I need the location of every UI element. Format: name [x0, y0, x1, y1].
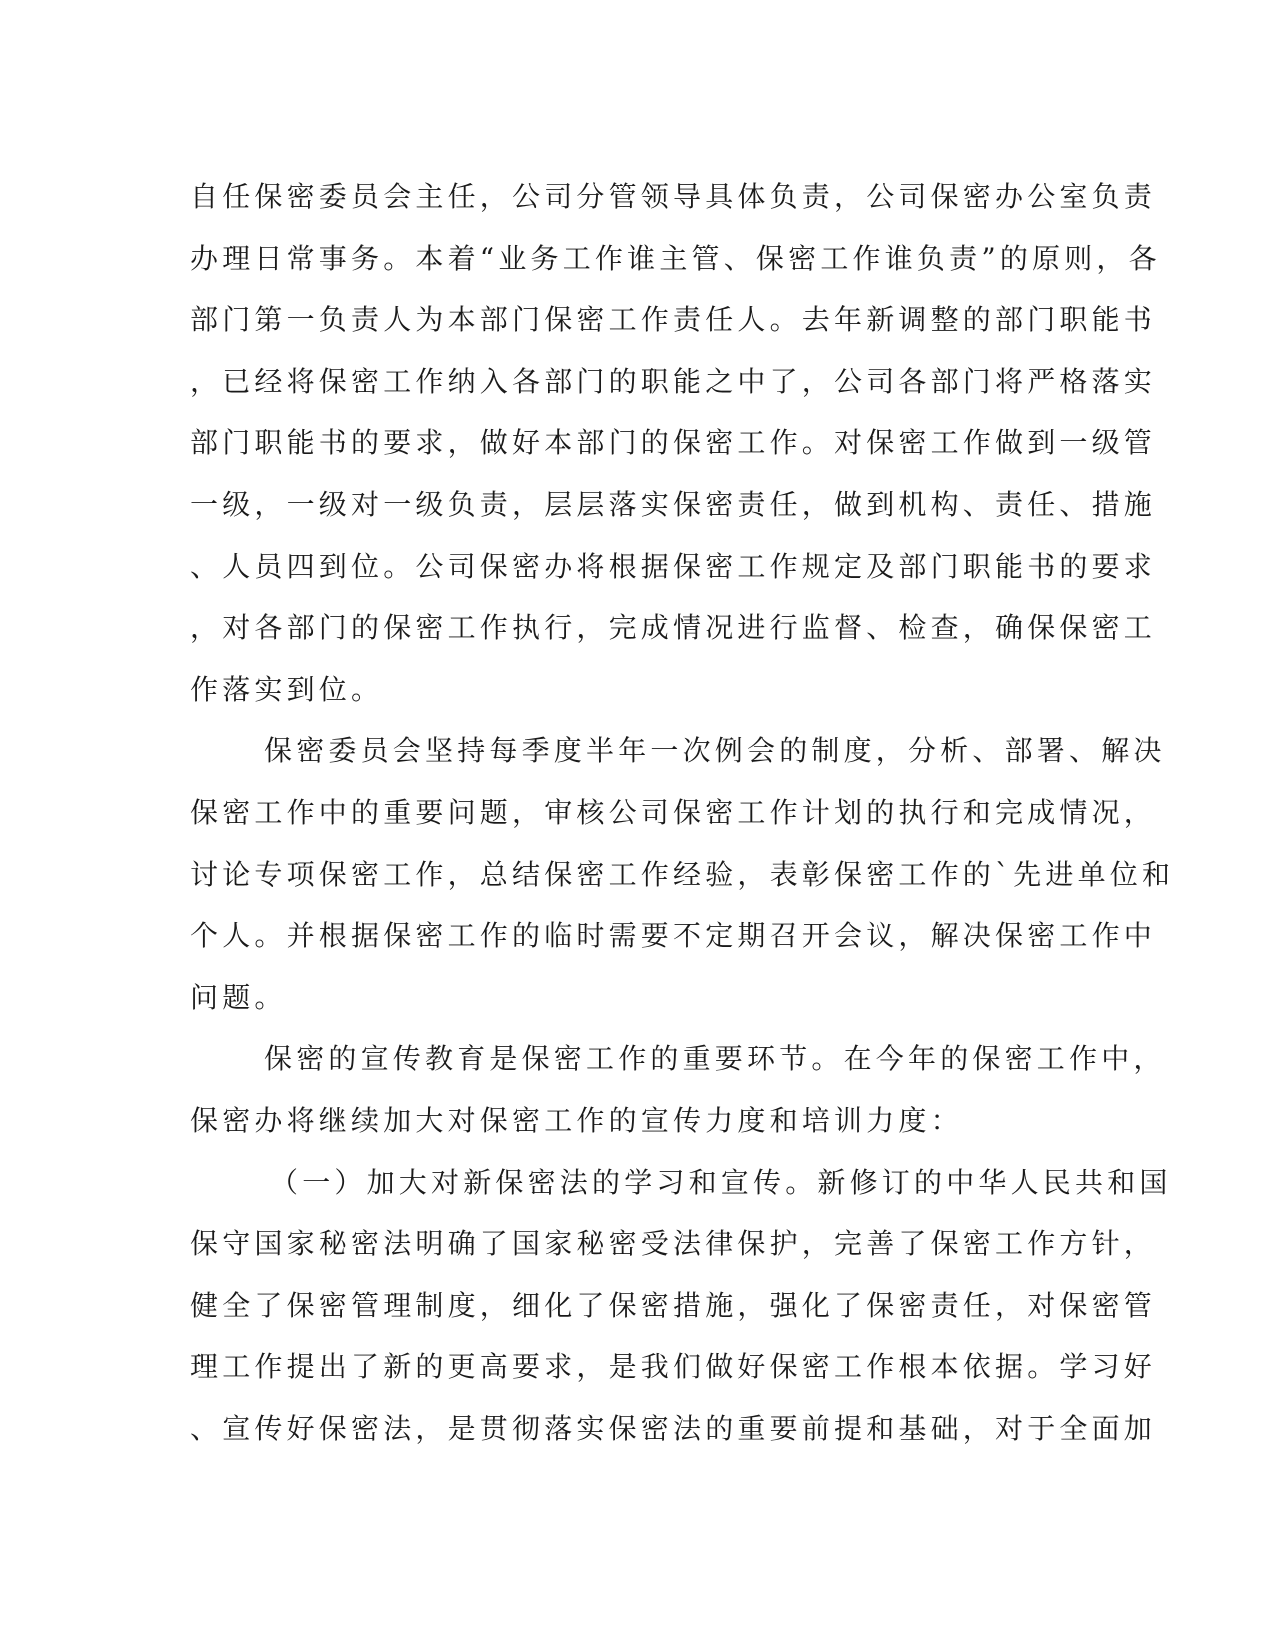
- text-line: 保密办将继续加大对保密工作的宣传力度和培训力度：: [190, 1103, 963, 1137]
- text-line: 部门第一负责人为本部门保密工作责任人。去年新调整的部门职能书: [190, 303, 1157, 337]
- text-line: ，已经将保密工作纳入各部门的职能之中了，公司各部门将严格落实: [190, 364, 1157, 398]
- text-line: ，对各部门的保密工作执行，完成情况进行监督、检查，确保保密工: [190, 611, 1157, 645]
- list-item-start-line: （一）加大对新保密法的学习和宣传。新修订的中华人民共和国: [270, 1165, 1172, 1199]
- body-text: [190, 166, 1175, 1459]
- text-line: 讨论专项保密工作，总结保密工作经验，表彰保密工作的`先进单位和: [190, 857, 1175, 891]
- text-line: 、人员四到位。公司保密办将根据保密工作规定及部门职能书的要求: [190, 549, 1157, 583]
- text-line: 、宣传好保密法，是贯彻落实保密法的重要前提和基础，对于全面加: [190, 1411, 1157, 1445]
- text-line: 自任保密委员会主任，公司分管领导具体负责，公司保密办公室负责: [190, 180, 1157, 213]
- text-line: 理工作提出了新的更高要求，是我们做好保密工作根本依据。学习好: [190, 1350, 1157, 1384]
- text-line: 作落实到位。: [190, 672, 384, 706]
- paragraph-start-line: 保密委员会坚持每季度半年一次例会的制度，分析、部署、解决: [264, 734, 1166, 768]
- text-line: 办理日常事务。本着“业务工作谁主管、保密工作谁负责”的原则，各: [190, 241, 1161, 275]
- text-line: 部门职能书的要求，做好本部门的保密工作。对保密工作做到一级管: [190, 426, 1157, 460]
- paragraph-start-line: 保密的宣传教育是保密工作的重要环节。在今年的保密工作中，: [264, 1042, 1166, 1076]
- text-line: 个人。并根据保密工作的临时需要不定期召开会议，解决保密工作中: [190, 919, 1157, 953]
- text-line: 一级，一级对一级负责，层层落实保密责任，做到机构、责任、措施: [190, 487, 1157, 521]
- text-line: 问题。: [190, 980, 287, 1014]
- text-line: 健全了保密管理制度，细化了保密措施，强化了保密责任，对保密管: [190, 1288, 1157, 1322]
- text-line: 保密工作中的重要问题，审核公司保密工作计划的执行和完成情况，: [190, 795, 1157, 829]
- text-line: 保守国家秘密法明确了国家秘密受法律保护，完善了保密工作方针，: [190, 1227, 1157, 1261]
